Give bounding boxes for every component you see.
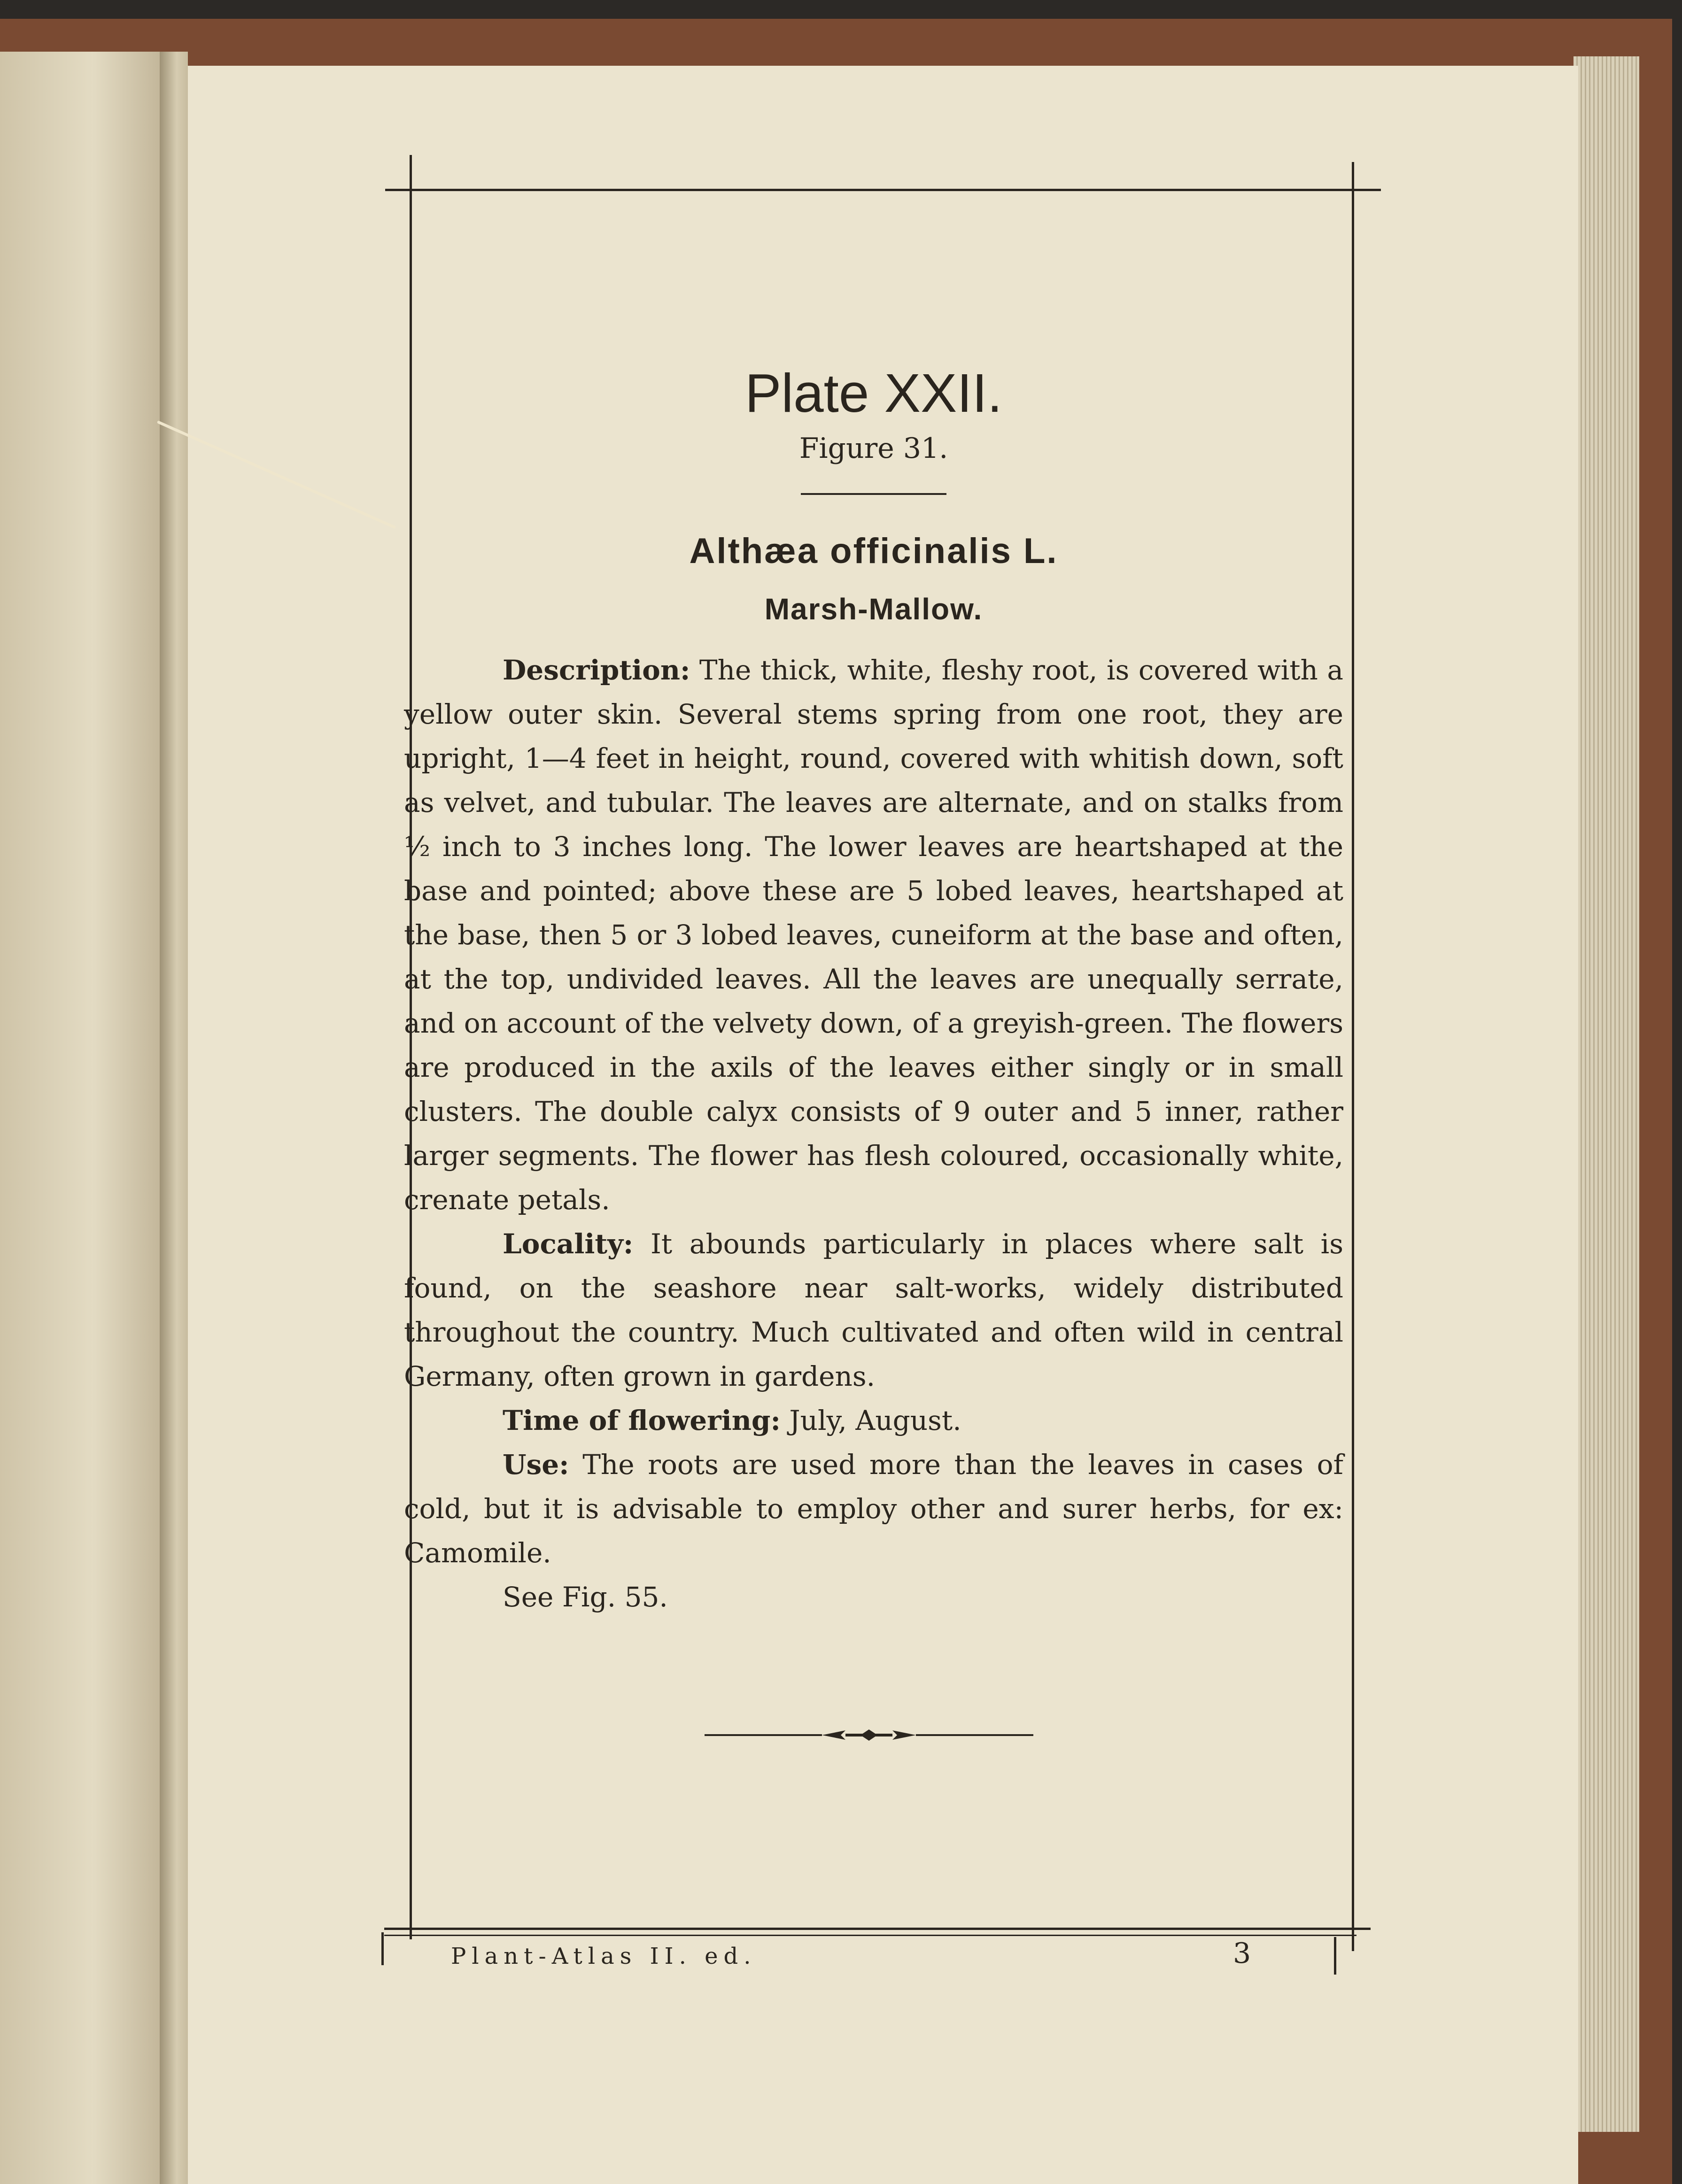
description-text: The thick, white, fleshy root, is covered with a yellow outer skin. Several stems spring from one root, they are upright, 1—4 feet in height, round, covered with whitish down, soft as velvet, and tubular. The leaves are alternate, and on stalks from ½ inch to 3 inches long. The lower leaves are heartshaped at the base and pointed; above these are 5 lobed leaves, heartshaped at the base, then 5 or 3 lobed leaves, cuneiform at the base and often, at the top, undivided leaves. All the leaves are unequally serrate, and on account of the velvety down, of a greyish-green. The flowers are produced in the axils of the leaves either singly or in small clusters. The double calyx consists of 9 outer and 5 inner, rather larger segments. The flower has flesh coloured, occasionally white, crenate petals. (404, 654, 1343, 1216)
figure-label: Figure 31. (799, 432, 948, 465)
frame-right-rule (1352, 162, 1354, 1951)
ornament-divider (705, 1729, 1033, 1741)
use-label: Use: (503, 1449, 569, 1481)
see-also: See Fig. 55. (503, 1581, 668, 1613)
frame-top-rule (385, 189, 1381, 191)
footer-right-tick (1334, 1937, 1336, 1975)
book-gutter (160, 52, 188, 2184)
common-name: Marsh-Mallow. (764, 592, 983, 626)
footer-book-title: Plant-Atlas II. ed. (451, 1943, 757, 1969)
page-number: 3 (1233, 1937, 1251, 1970)
plate-title: Plate XXII. (744, 363, 1003, 424)
description-label: Description: (503, 654, 690, 686)
footer-left-tick (381, 1932, 384, 1965)
page-edges (1573, 56, 1639, 2132)
body-text (404, 648, 1343, 1619)
flowering-text: July, August. (780, 1405, 961, 1436)
flowering-paragraph (404, 1398, 1343, 1443)
description-paragraph (404, 648, 1343, 1222)
locality-text: It abounds particularly in places where salt is found, on the seashore near salt-works, widely distributed throughout the country. Much cultivated and often wild in central Germany, often grown in gardens. (404, 1228, 1343, 1392)
frame-bottom-rule (384, 1928, 1371, 1930)
left-page (0, 52, 169, 2184)
use-paragraph (404, 1443, 1343, 1575)
latin-name: Althæa officinalis L. (689, 531, 1058, 571)
footer-rule (384, 1935, 1356, 1936)
use-text: The roots are used more than the leaves in cases of cold, but it is advisable to employ other and surer herbs, for ex: Camomile. (404, 1449, 1343, 1569)
locality-label: Locality: (503, 1228, 634, 1260)
flowering-label: Time of flowering: (503, 1405, 781, 1436)
title-divider (801, 493, 946, 495)
locality-paragraph (404, 1222, 1343, 1398)
